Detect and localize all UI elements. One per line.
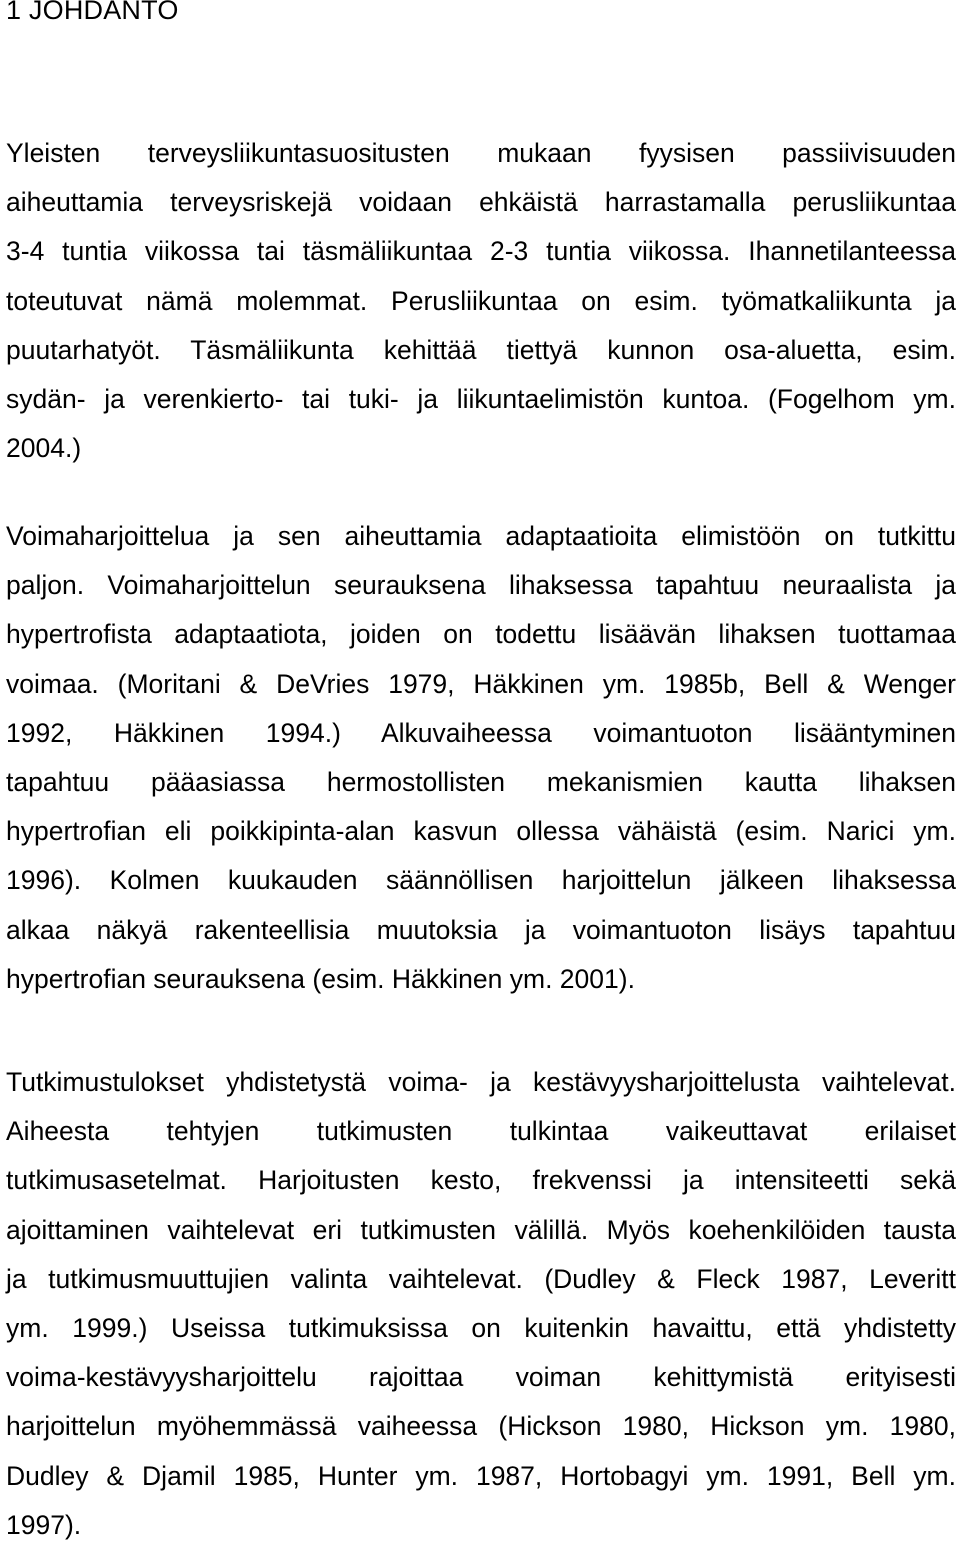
text-line: hypertrofista adaptaatiota, joiden on todettu lisäävän lihaksen tuottamaa <box>6 619 956 650</box>
text-line: voimaa. (Moritani & DeVries 1979, Häkkinen ym. 1985b, Bell & Wenger <box>6 668 956 699</box>
text-line: 1992, Häkkinen 1994.) Alkuvaiheessa voimantuoton lisääntyminen <box>6 717 956 748</box>
text-line: ajoittaminen vaihtelevat eri tutkimusten välillä. Myös koehenkilöiden tausta <box>6 1214 956 1245</box>
text-line: hypertrofian eli poikkipinta-alan kasvun ollessa vähäistä (esim. Narici ym. <box>6 816 956 847</box>
text-line: harjoittelun myöhemmässä vaiheessa (Hickson 1980, Hickson ym. 1980, <box>6 1411 956 1442</box>
text-line: sydän- ja verenkierto- tai tuki- ja liikuntaelimistön kuntoa. (Fogelhom ym. <box>6 383 956 414</box>
text-line: hypertrofian seurauksena (esim. Häkkinen ym. 2001). <box>6 963 635 994</box>
text-line: tutkimusasetelmat. Harjoitusten kesto, frekvenssi ja intensiteetti sekä <box>6 1165 956 1196</box>
text-line: puutarhatyöt. Täsmäliikunta kehittää tiettyä kunnon osa-aluetta, esim. <box>6 334 956 365</box>
text-line: Aiheesta tehtyjen tutkimusten tulkintaa vaikeuttavat erilaiset <box>6 1116 956 1147</box>
text-line: voima-kestävyysharjoittelu rajoittaa voiman kehittymistä erityisesti <box>6 1362 956 1393</box>
text-line: 1996). Kolmen kuukauden säännöllisen harjoittelun jälkeen lihaksessa <box>6 865 956 896</box>
text-line: Yleisten terveysliikuntasuositusten mukaan fyysisen passiivisuuden <box>6 138 956 168</box>
text-line: ja tutkimusmuuttujien valinta vaihtelevat. (Dudley & Fleck 1987, Leveritt <box>6 1263 956 1294</box>
paragraph-2 <box>6 512 956 1004</box>
paragraph-1 <box>6 129 956 473</box>
text-line: 1997). <box>6 1509 82 1540</box>
text-line: tapahtuu pääasiassa hermostollisten mekanismien kautta lihaksen <box>6 766 956 797</box>
text-line: Dudley & Djamil 1985, Hunter ym. 1987, Hortobagyi ym. 1991, Bell ym. <box>6 1460 956 1491</box>
text-line: 2004.) <box>6 433 82 464</box>
text-line: Tutkimustulokset yhdistetystä voima- ja kestävyysharjoittelusta vaihtelevat. <box>6 1067 956 1097</box>
text-line: ym. 1999.) Useissa tutkimuksissa on kuitenkin havaittu, että yhdistetty <box>6 1312 956 1343</box>
text-line: 3-4 tuntia viikossa tai täsmäliikuntaa 2-3 tuntia viikossa. Ihannetilanteessa <box>6 236 956 267</box>
text-line: aiheuttamia terveysriskejä voidaan ehkäistä harrastamalla perusliikuntaa <box>6 187 956 218</box>
text-line: paljon. Voimaharjoittelun seurauksena lihaksessa tapahtuu neuraalista ja <box>6 570 956 601</box>
text-line: toteutuvat nämä molemmat. Perusliikuntaa on esim. työmatkaliikunta ja <box>6 285 956 316</box>
paragraph-3 <box>6 1058 956 1550</box>
text-line: alkaa näkyä rakenteellisia muutoksia ja voimantuoton lisäys tapahtuu <box>6 914 956 945</box>
chapter-heading: 1 JOHDANTO <box>6 0 179 25</box>
text-line: Voimaharjoittelua ja sen aiheuttamia adaptaatioita elimistöön on tutkittu <box>6 521 956 551</box>
